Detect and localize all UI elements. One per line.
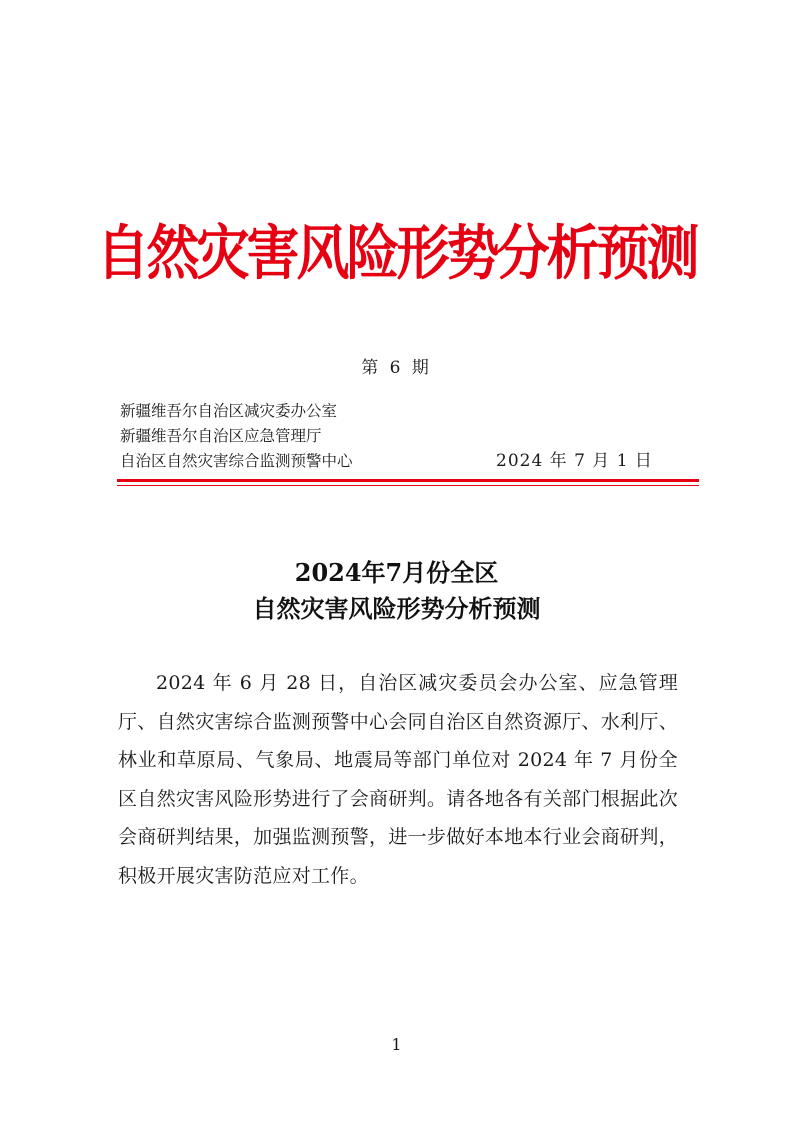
page-number: 1 xyxy=(391,1035,402,1054)
masthead-divider-thick xyxy=(117,479,699,482)
issuer-line: 新疆维吾尔自治区应急管理厅 xyxy=(120,427,322,445)
document-title-line: 2024年7月份全区 xyxy=(294,558,499,587)
issue-number: 第 6 期 xyxy=(361,358,432,378)
issue-date: 2024 年 7 月 1 日 xyxy=(496,451,653,471)
issuer-line: 新疆维吾尔自治区减灾委办公室 xyxy=(120,402,338,420)
masthead-divider-thin xyxy=(117,485,699,486)
body-paragraph: 2024 年 6 月 28 日，自治区减灾委员会办公室、应急管理厅、自然灾害综合监测预警中心会同自治区自然资源厅、水利厅、林业和草原局、气象局、地震局等部门单位对 2024 年 7 月份全区自然灾害风险形势进行了会商研判。请各地各有关部门根据此次会商研判结果，加强监测预警，进一步做好本地本行业会商研判，积极开展灾害防范应对工作。 xyxy=(118,672,678,887)
masthead-title: 自然灾害风险形势分析预测 xyxy=(96,219,697,289)
issuer-line: 自治区自然灾害综合监测预警中心 xyxy=(120,452,353,470)
document-title-line: 自然灾害风险形势分析预测 xyxy=(252,594,541,623)
